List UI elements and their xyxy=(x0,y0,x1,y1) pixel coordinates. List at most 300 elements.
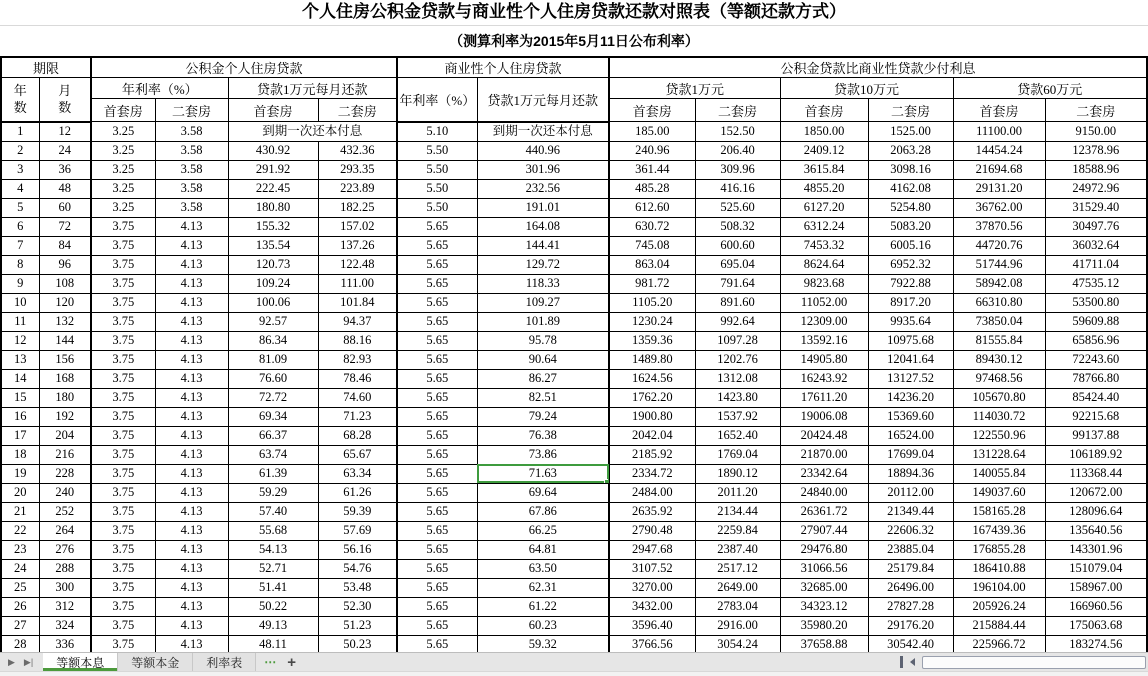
horizontal-scrollbar-thumb[interactable] xyxy=(922,656,1146,669)
scroll-left-icon[interactable] xyxy=(910,658,915,666)
cell[interactable]: 432.36 xyxy=(318,141,397,160)
cell[interactable]: 4.13 xyxy=(155,483,228,502)
cell[interactable]: 113368.44 xyxy=(1045,464,1147,483)
sheet-subtitle-cell[interactable]: （测算利率为2015年5月11日公布利率） xyxy=(449,33,699,49)
cell[interactable]: 65856.96 xyxy=(1045,331,1147,350)
cell[interactable]: 1769.04 xyxy=(695,445,780,464)
cell[interactable]: 157.02 xyxy=(318,217,397,236)
cell[interactable]: 5.50 xyxy=(397,179,477,198)
cell[interactable]: 8 xyxy=(1,255,39,274)
cell[interactable]: 8624.64 xyxy=(780,255,868,274)
cell[interactable]: 2063.28 xyxy=(868,141,953,160)
cell[interactable]: 122550.96 xyxy=(953,426,1045,445)
cell[interactable]: 4.13 xyxy=(155,312,228,331)
cell[interactable]: 16243.92 xyxy=(780,369,868,388)
cell[interactable]: 1312.08 xyxy=(695,369,780,388)
cell[interactable]: 24 xyxy=(1,559,39,578)
cell[interactable]: 9150.00 xyxy=(1045,122,1147,142)
cell[interactable]: 301.96 xyxy=(477,160,609,179)
cell[interactable]: 4.13 xyxy=(155,616,228,635)
cell[interactable]: 72243.60 xyxy=(1045,350,1147,369)
cell[interactable]: 31066.56 xyxy=(780,559,868,578)
header-second-home[interactable]: 二套房 xyxy=(1045,99,1147,122)
cell[interactable]: 24 xyxy=(39,141,91,160)
cell[interactable]: 66.37 xyxy=(228,426,318,445)
cell[interactable]: 4.13 xyxy=(155,217,228,236)
cell[interactable]: 21 xyxy=(1,502,39,521)
header-commercial-annual-rate[interactable]: 年利率（%） xyxy=(397,78,477,122)
cell[interactable]: 14454.24 xyxy=(953,141,1045,160)
cell[interactable]: 3.75 xyxy=(91,445,155,464)
cell[interactable]: 26496.00 xyxy=(868,578,953,597)
cell[interactable]: 60 xyxy=(39,198,91,217)
cell[interactable]: 981.72 xyxy=(609,274,695,293)
cell[interactable]: 4855.20 xyxy=(780,179,868,198)
cell[interactable]: 61.26 xyxy=(318,483,397,502)
cell[interactable]: 151079.04 xyxy=(1045,559,1147,578)
cell[interactable]: 17699.04 xyxy=(868,445,953,464)
cell[interactable]: 1 xyxy=(1,122,39,142)
cell[interactable]: 29176.20 xyxy=(868,616,953,635)
cell[interactable]: 12 xyxy=(1,331,39,350)
cell[interactable]: 59609.88 xyxy=(1045,312,1147,331)
cell[interactable]: 63.34 xyxy=(318,464,397,483)
cell[interactable]: 300 xyxy=(39,578,91,597)
cell[interactable]: 59.32 xyxy=(477,635,609,652)
cell[interactable]: 81555.84 xyxy=(953,331,1045,350)
cell[interactable]: 5 xyxy=(1,198,39,217)
sheet-tab-等额本金[interactable]: 等额本金 xyxy=(118,653,193,671)
cell[interactable]: 5.65 xyxy=(397,369,477,388)
cell[interactable]: 14 xyxy=(1,369,39,388)
cell[interactable]: 48 xyxy=(39,179,91,198)
cell[interactable]: 86.27 xyxy=(477,369,609,388)
cell[interactable]: 12378.96 xyxy=(1045,141,1147,160)
cell[interactable]: 3.25 xyxy=(91,198,155,217)
header-second-home[interactable]: 二套房 xyxy=(318,99,397,122)
header-gjj-loan[interactable]: 公积金个人住房贷款 xyxy=(91,57,397,78)
cell[interactable]: 15 xyxy=(1,388,39,407)
cell[interactable]: 176855.28 xyxy=(953,540,1045,559)
cell[interactable]: 5.65 xyxy=(397,255,477,274)
cell[interactable]: 59.29 xyxy=(228,483,318,502)
cell[interactable]: 56.16 xyxy=(318,540,397,559)
cell[interactable]: 69.34 xyxy=(228,407,318,426)
cell[interactable]: 12309.00 xyxy=(780,312,868,331)
cell[interactable]: 53500.80 xyxy=(1045,293,1147,312)
cell[interactable]: 10975.68 xyxy=(868,331,953,350)
cell[interactable]: 5.65 xyxy=(397,407,477,426)
cell[interactable]: 158165.28 xyxy=(953,502,1045,521)
cell[interactable]: 到期一次还本付息 xyxy=(477,122,609,142)
cell[interactable]: 5.65 xyxy=(397,578,477,597)
cell[interactable]: 5.65 xyxy=(397,350,477,369)
cell[interactable]: 2484.00 xyxy=(609,483,695,502)
cell[interactable]: 186410.88 xyxy=(953,559,1045,578)
cell[interactable]: 12 xyxy=(39,122,91,142)
cell[interactable]: 3.25 xyxy=(91,160,155,179)
header-months[interactable]: 月数 xyxy=(39,78,91,122)
cell[interactable]: 232.56 xyxy=(477,179,609,198)
cell[interactable]: 26 xyxy=(1,597,39,616)
cell[interactable]: 29476.80 xyxy=(780,540,868,559)
cell[interactable]: 23 xyxy=(1,540,39,559)
cell[interactable]: 76.38 xyxy=(477,426,609,445)
cell[interactable]: 430.92 xyxy=(228,141,318,160)
cell[interactable]: 3.75 xyxy=(91,616,155,635)
cell[interactable]: 3.75 xyxy=(91,350,155,369)
cell[interactable]: 97468.56 xyxy=(953,369,1045,388)
cell[interactable]: 7922.88 xyxy=(868,274,953,293)
cell[interactable]: 4.13 xyxy=(155,578,228,597)
header-interest-savings[interactable]: 公积金贷款比商业性贷款少付利息 xyxy=(609,57,1147,78)
cell[interactable]: 215884.44 xyxy=(953,616,1045,635)
cell[interactable]: 440.96 xyxy=(477,141,609,160)
cell[interactable]: 196104.00 xyxy=(953,578,1045,597)
cell[interactable]: 3.25 xyxy=(91,122,155,142)
cell[interactable]: 6005.16 xyxy=(868,236,953,255)
cell[interactable]: 29131.20 xyxy=(953,179,1045,198)
cell[interactable]: 28 xyxy=(1,635,39,652)
cell[interactable]: 105670.80 xyxy=(953,388,1045,407)
cell[interactable]: 240.96 xyxy=(609,141,695,160)
cell[interactable]: 5.50 xyxy=(397,141,477,160)
cell[interactable]: 3107.52 xyxy=(609,559,695,578)
cell[interactable]: 3.75 xyxy=(91,540,155,559)
cell[interactable]: 1423.80 xyxy=(695,388,780,407)
cell[interactable]: 86.34 xyxy=(228,331,318,350)
cell[interactable]: 288 xyxy=(39,559,91,578)
cell[interactable]: 63.50 xyxy=(477,559,609,578)
cell[interactable]: 191.01 xyxy=(477,198,609,217)
cell[interactable]: 64.81 xyxy=(477,540,609,559)
cell[interactable]: 3.75 xyxy=(91,312,155,331)
header-first-home[interactable]: 首套房 xyxy=(91,99,155,122)
cell[interactable]: 5.65 xyxy=(397,502,477,521)
cell[interactable]: 129.72 xyxy=(477,255,609,274)
cell[interactable]: 9823.68 xyxy=(780,274,868,293)
cell[interactable]: 5.65 xyxy=(397,331,477,350)
cell[interactable]: 992.64 xyxy=(695,312,780,331)
cell[interactable]: 72.72 xyxy=(228,388,318,407)
cell[interactable]: 36 xyxy=(39,160,91,179)
cell[interactable]: 1202.76 xyxy=(695,350,780,369)
cell[interactable]: 180.80 xyxy=(228,198,318,217)
cell[interactable]: 4.13 xyxy=(155,426,228,445)
cell[interactable]: 612.60 xyxy=(609,198,695,217)
cell[interactable]: 78.46 xyxy=(318,369,397,388)
cell[interactable]: 158967.00 xyxy=(1045,578,1147,597)
cell[interactable]: 68.28 xyxy=(318,426,397,445)
cell[interactable]: 3.25 xyxy=(91,141,155,160)
cell[interactable]: 25 xyxy=(1,578,39,597)
cell[interactable]: 3054.24 xyxy=(695,635,780,652)
cell[interactable]: 5.65 xyxy=(397,312,477,331)
cell[interactable]: 5.65 xyxy=(397,388,477,407)
header-gjj-monthly-repay[interactable]: 贷款1万元每月还款 xyxy=(228,78,397,99)
cell[interactable]: 223.89 xyxy=(318,179,397,198)
cell[interactable]: 24840.00 xyxy=(780,483,868,502)
cell[interactable]: 5.65 xyxy=(397,217,477,236)
cell[interactable]: 5083.20 xyxy=(868,217,953,236)
cell[interactable]: 3.58 xyxy=(155,160,228,179)
cell[interactable]: 2042.04 xyxy=(609,426,695,445)
cell[interactable]: 101.84 xyxy=(318,293,397,312)
cell[interactable]: 59.39 xyxy=(318,502,397,521)
cell[interactable]: 3.75 xyxy=(91,521,155,540)
cell[interactable]: 1537.92 xyxy=(695,407,780,426)
cell[interactable]: 2 xyxy=(1,141,39,160)
sheet-tab-等额本息[interactable]: 等额本息 xyxy=(43,653,118,671)
cell[interactable]: 336 xyxy=(39,635,91,652)
cell[interactable]: 4.13 xyxy=(155,255,228,274)
cell[interactable]: 3.75 xyxy=(91,483,155,502)
cell[interactable]: 44720.76 xyxy=(953,236,1045,255)
cell[interactable]: 4.13 xyxy=(155,293,228,312)
cell[interactable]: 88.16 xyxy=(318,331,397,350)
cell[interactable]: 143301.96 xyxy=(1045,540,1147,559)
cell[interactable]: 182.25 xyxy=(318,198,397,217)
header-first-home[interactable]: 首套房 xyxy=(609,99,695,122)
cell[interactable]: 5.65 xyxy=(397,293,477,312)
cell[interactable]: 485.28 xyxy=(609,179,695,198)
cell[interactable]: 20 xyxy=(1,483,39,502)
cell[interactable]: 36032.64 xyxy=(1045,236,1147,255)
cell[interactable]: 3.75 xyxy=(91,597,155,616)
header-loan-10k[interactable]: 贷款1万元 xyxy=(609,78,780,99)
header-gjj-annual-rate[interactable]: 年利率（%） xyxy=(91,78,228,99)
cell[interactable]: 2947.68 xyxy=(609,540,695,559)
cell[interactable]: 3.75 xyxy=(91,293,155,312)
cell[interactable]: 22 xyxy=(1,521,39,540)
cell[interactable]: 5.65 xyxy=(397,236,477,255)
cell[interactable]: 3.75 xyxy=(91,426,155,445)
cell[interactable]: 4.13 xyxy=(155,350,228,369)
selected-cell[interactable]: 71.63 xyxy=(477,464,609,483)
cell[interactable]: 51.23 xyxy=(318,616,397,635)
cell[interactable]: 78766.80 xyxy=(1045,369,1147,388)
cell[interactable]: 1850.00 xyxy=(780,122,868,142)
cell[interactable]: 92.57 xyxy=(228,312,318,331)
cell[interactable]: 3.75 xyxy=(91,331,155,350)
cell[interactable]: 2790.48 xyxy=(609,521,695,540)
cell[interactable]: 100.06 xyxy=(228,293,318,312)
header-first-home[interactable]: 首套房 xyxy=(953,99,1045,122)
cell[interactable]: 9 xyxy=(1,274,39,293)
cell[interactable]: 3432.00 xyxy=(609,597,695,616)
cell[interactable]: 2134.44 xyxy=(695,502,780,521)
cell[interactable]: 3596.40 xyxy=(609,616,695,635)
cell[interactable]: 5.10 xyxy=(397,122,477,142)
cell[interactable]: 205926.24 xyxy=(953,597,1045,616)
cell[interactable]: 1890.12 xyxy=(695,464,780,483)
cell[interactable]: 6127.20 xyxy=(780,198,868,217)
cell[interactable]: 11052.00 xyxy=(780,293,868,312)
cell[interactable]: 36762.00 xyxy=(953,198,1045,217)
cell[interactable]: 14236.20 xyxy=(868,388,953,407)
cell[interactable]: 76.60 xyxy=(228,369,318,388)
cell[interactable]: 85424.40 xyxy=(1045,388,1147,407)
cell[interactable]: 27 xyxy=(1,616,39,635)
cell[interactable]: 69.64 xyxy=(477,483,609,502)
cell[interactable]: 82.51 xyxy=(477,388,609,407)
cell[interactable]: 51744.96 xyxy=(953,255,1045,274)
cell[interactable]: 508.32 xyxy=(695,217,780,236)
cell[interactable]: 4.13 xyxy=(155,540,228,559)
cell[interactable]: 72 xyxy=(39,217,91,236)
cell[interactable]: 135640.56 xyxy=(1045,521,1147,540)
cell[interactable]: 5.65 xyxy=(397,464,477,483)
cell[interactable]: 5.65 xyxy=(397,635,477,652)
cell[interactable]: 16 xyxy=(1,407,39,426)
cell[interactable]: 20112.00 xyxy=(868,483,953,502)
cell[interactable]: 1230.24 xyxy=(609,312,695,331)
cell[interactable]: 63.74 xyxy=(228,445,318,464)
cell[interactable]: 128096.64 xyxy=(1045,502,1147,521)
cell[interactable]: 2635.92 xyxy=(609,502,695,521)
cell[interactable]: 252 xyxy=(39,502,91,521)
cell[interactable]: 21694.68 xyxy=(953,160,1045,179)
cell[interactable]: 24972.96 xyxy=(1045,179,1147,198)
cell[interactable]: 51.41 xyxy=(228,578,318,597)
cell[interactable]: 4.13 xyxy=(155,388,228,407)
sheet-tab-利率表[interactable]: 利率表 xyxy=(193,653,256,671)
cell[interactable]: 183274.56 xyxy=(1045,635,1147,652)
cell[interactable]: 13127.52 xyxy=(868,369,953,388)
cell[interactable]: 17611.20 xyxy=(780,388,868,407)
cell[interactable]: 192 xyxy=(39,407,91,426)
cell[interactable]: 6952.32 xyxy=(868,255,953,274)
cell[interactable]: 81.09 xyxy=(228,350,318,369)
cell[interactable]: 4.13 xyxy=(155,521,228,540)
cell[interactable]: 131228.64 xyxy=(953,445,1045,464)
last-sheet-icon[interactable]: ▶| xyxy=(23,656,34,667)
cell[interactable]: 3.75 xyxy=(91,578,155,597)
cell[interactable]: 3.75 xyxy=(91,217,155,236)
cell[interactable]: 216 xyxy=(39,445,91,464)
cell[interactable]: 8917.20 xyxy=(868,293,953,312)
cell[interactable]: 891.60 xyxy=(695,293,780,312)
cell[interactable]: 5.65 xyxy=(397,274,477,293)
cell[interactable]: 65.67 xyxy=(318,445,397,464)
cell[interactable]: 144 xyxy=(39,331,91,350)
cell[interactable]: 50.22 xyxy=(228,597,318,616)
header-years[interactable]: 年数 xyxy=(1,78,39,122)
cell[interactable]: 276 xyxy=(39,540,91,559)
cell[interactable]: 21349.44 xyxy=(868,502,953,521)
cell[interactable]: 30497.76 xyxy=(1045,217,1147,236)
cell[interactable]: 175063.68 xyxy=(1045,616,1147,635)
cell[interactable]: 4.13 xyxy=(155,635,228,652)
cell[interactable]: 37658.88 xyxy=(780,635,868,652)
cell[interactable]: 55.68 xyxy=(228,521,318,540)
cell[interactable]: 3766.56 xyxy=(609,635,695,652)
cell[interactable]: 4.13 xyxy=(155,369,228,388)
cell[interactable]: 309.96 xyxy=(695,160,780,179)
cell[interactable]: 6 xyxy=(1,217,39,236)
cell[interactable]: 120 xyxy=(39,293,91,312)
cell[interactable]: 1489.80 xyxy=(609,350,695,369)
cell[interactable]: 293.35 xyxy=(318,160,397,179)
cell[interactable]: 73850.04 xyxy=(953,312,1045,331)
cell[interactable]: 122.48 xyxy=(318,255,397,274)
cell[interactable]: 10 xyxy=(1,293,39,312)
cell[interactable]: 23342.64 xyxy=(780,464,868,483)
cell[interactable]: 2259.84 xyxy=(695,521,780,540)
header-first-home[interactable]: 首套房 xyxy=(228,99,318,122)
cell[interactable]: 4.13 xyxy=(155,464,228,483)
cell[interactable]: 58942.08 xyxy=(953,274,1045,293)
cell[interactable]: 20424.48 xyxy=(780,426,868,445)
cell[interactable]: 1105.20 xyxy=(609,293,695,312)
cell[interactable]: 18 xyxy=(1,445,39,464)
cell[interactable]: 25179.84 xyxy=(868,559,953,578)
cell[interactable]: 62.31 xyxy=(477,578,609,597)
cell[interactable]: 92215.68 xyxy=(1045,407,1147,426)
cell[interactable]: 109.27 xyxy=(477,293,609,312)
cell[interactable]: 137.26 xyxy=(318,236,397,255)
header-commercial-monthly-repay[interactable]: 贷款1万元每月还款 xyxy=(477,78,609,122)
cell[interactable]: 7453.32 xyxy=(780,236,868,255)
cell[interactable]: 1097.28 xyxy=(695,331,780,350)
more-sheets-icon[interactable]: ⋯ xyxy=(264,655,278,669)
cell[interactable]: 111.00 xyxy=(318,274,397,293)
cell[interactable]: 1900.80 xyxy=(609,407,695,426)
cell[interactable]: 863.04 xyxy=(609,255,695,274)
cell[interactable]: 57.40 xyxy=(228,502,318,521)
cell[interactable]: 11 xyxy=(1,312,39,331)
cell[interactable]: 745.08 xyxy=(609,236,695,255)
cell[interactable]: 120.73 xyxy=(228,255,318,274)
cell[interactable]: 13592.16 xyxy=(780,331,868,350)
cell[interactable]: 67.86 xyxy=(477,502,609,521)
header-loan-100k[interactable]: 贷款10万元 xyxy=(780,78,953,99)
cell[interactable]: 120672.00 xyxy=(1045,483,1147,502)
cell[interactable]: 2649.00 xyxy=(695,578,780,597)
cell[interactable]: 3.25 xyxy=(91,179,155,198)
cell[interactable]: 264 xyxy=(39,521,91,540)
header-term[interactable]: 期限 xyxy=(1,57,91,78)
header-second-home[interactable]: 二套房 xyxy=(695,99,780,122)
cell[interactable]: 19 xyxy=(1,464,39,483)
cell[interactable]: 2517.12 xyxy=(695,559,780,578)
cell[interactable]: 27907.44 xyxy=(780,521,868,540)
cell[interactable]: 3.58 xyxy=(155,198,228,217)
cell[interactable]: 32685.00 xyxy=(780,578,868,597)
cell[interactable]: 5.65 xyxy=(397,445,477,464)
cell[interactable]: 4.13 xyxy=(155,445,228,464)
cell[interactable]: 1359.36 xyxy=(609,331,695,350)
cell[interactable]: 228 xyxy=(39,464,91,483)
cell[interactable]: 225966.72 xyxy=(953,635,1045,652)
header-loan-600k[interactable]: 贷款60万元 xyxy=(953,78,1147,99)
cell[interactable]: 2334.72 xyxy=(609,464,695,483)
cell[interactable]: 21870.00 xyxy=(780,445,868,464)
cell[interactable]: 5.65 xyxy=(397,483,477,502)
header-second-home[interactable]: 二套房 xyxy=(155,99,228,122)
cell[interactable]: 7 xyxy=(1,236,39,255)
cell[interactable]: 361.44 xyxy=(609,160,695,179)
cell[interactable]: 60.23 xyxy=(477,616,609,635)
cell[interactable]: 164.08 xyxy=(477,217,609,236)
cell[interactable]: 84 xyxy=(39,236,91,255)
cell[interactable]: 89430.12 xyxy=(953,350,1045,369)
cell[interactable]: 16524.00 xyxy=(868,426,953,445)
cell[interactable]: 222.45 xyxy=(228,179,318,198)
cell[interactable]: 4.13 xyxy=(155,407,228,426)
cell[interactable]: 14905.80 xyxy=(780,350,868,369)
cell[interactable]: 3.75 xyxy=(91,464,155,483)
